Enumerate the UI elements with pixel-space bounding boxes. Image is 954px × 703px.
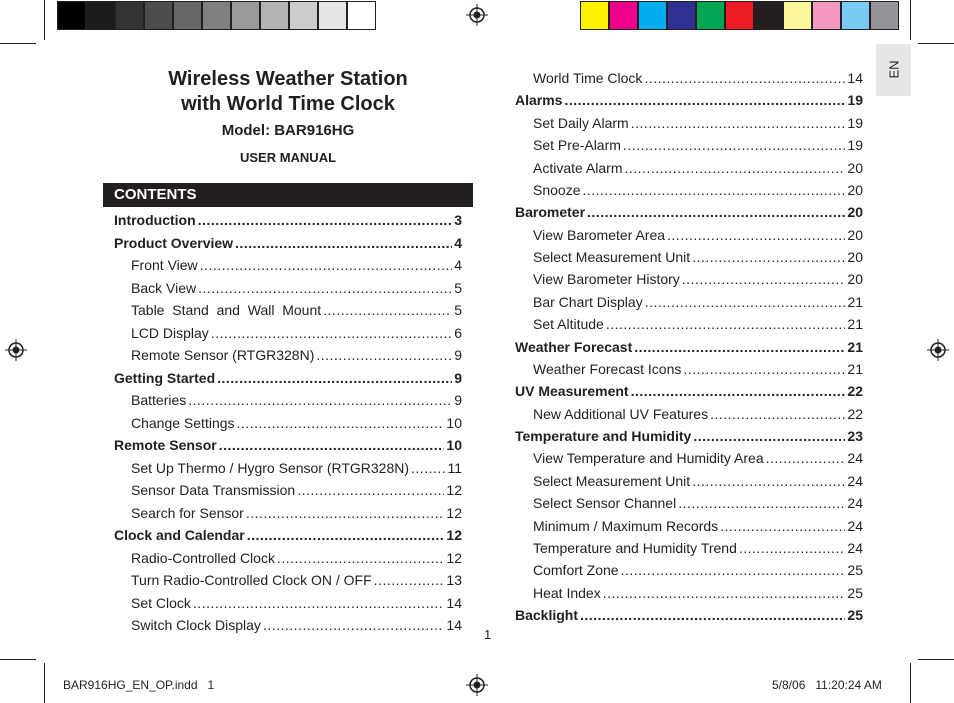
toc-entry-page: 11 [447,459,462,476]
toc-leader-dots [198,212,453,228]
toc-entry-title: UV Measurement [515,383,629,400]
toc-entry-title: Set Up Thermo / Hygro Sensor (RTGR328N) [131,459,410,476]
color-swatch [231,1,260,30]
toc-leader-dots [739,540,846,556]
toc-leader-dots [200,257,453,273]
toc-entry-title: Temperature and Humidity Trend [533,539,737,556]
toc-entry [515,607,863,623]
toc-leader-dots [692,473,845,489]
toc-entry-title: Select Sensor Channel [533,495,677,512]
toc-entry-title: Select Measurement Unit [533,249,691,266]
toc-entry [515,339,863,355]
toc-entry-page: 14 [446,617,462,633]
color-swatch [783,1,812,30]
toc-entry [131,572,462,588]
language-tab [876,44,911,96]
toc-leader-dots [582,182,845,198]
toc-leader-dots [297,482,444,498]
toc-leader-dots [564,92,845,108]
toc-leader-dots [217,370,452,386]
toc-entry [114,370,462,386]
toc-entry-page: 23 [847,428,863,445]
toc-entry [131,617,462,633]
toc-entry-page: 24 [847,517,863,534]
toc-entry [533,450,863,466]
color-swatch [115,1,144,30]
color-swatch [144,1,173,30]
contents-heading: CONTENTS [114,186,197,203]
toc-entry-title: Set Daily Alarm [533,114,629,131]
toc-entry [131,325,462,341]
toc-leader-dots [720,518,845,534]
toc-leader-dots [645,294,846,310]
toc-entry-page: 3 [454,212,462,228]
toc-entry-page: 6 [454,324,462,341]
manual-title-line1: Wireless Weather Station [168,68,408,90]
color-swatch [202,1,231,30]
toc-entry-title: Remote Sensor [114,437,217,453]
toc-entry-title: Back View [131,279,197,296]
registration-mark-icon [466,674,488,696]
toc-entry [533,406,863,422]
toc-entry-page: 9 [454,392,462,408]
toc-entry-title: Set Clock [131,594,191,611]
toc-leader-dots [411,460,445,476]
toc-entry-page: 5 [454,302,462,318]
toc-entry-page: 14 [847,70,863,86]
toc-entry [533,585,863,601]
crop-mark [910,0,911,40]
toc-entry-title: View Barometer History [533,271,680,288]
contents-header-bar [103,183,473,207]
toc-entry-page: 12 [446,482,462,498]
toc-entry-page: 20 [847,204,863,221]
language-tab-label: EN [886,60,902,79]
toc-leader-dots [623,137,846,153]
color-swatch [870,1,899,30]
crop-mark [918,43,954,44]
toc-leader-dots [692,249,845,265]
color-swatch [580,1,609,30]
toc-entry [515,204,863,220]
toc-leader-dots [693,428,845,444]
toc-leader-dots [374,572,445,588]
toc-entry-page: 25 [847,607,863,624]
crop-mark [0,659,36,660]
toc-entry-title: Barometer [515,204,586,221]
toc-entry [131,392,462,408]
toc-entry-title: Turn Radio-Controlled Clock ON / OFF [131,572,372,588]
toc-entry-title: Radio-Controlled Clock [131,549,275,566]
toc-entry-page: 20 [847,159,863,176]
crop-mark [918,659,954,660]
toc-entry [533,227,863,243]
toc-entry-title: Switch Clock Display [131,617,261,633]
toc-entry-page: 12 [446,549,462,566]
toc-entry [533,518,863,534]
toc-entry-title: World Time Clock [533,70,643,86]
toc-entry [533,361,863,377]
toc-entry [533,473,863,489]
toc-leader-dots [188,392,452,408]
toc-entry [515,383,863,399]
toc-entry-page: 19 [847,92,863,109]
toc-leader-dots [710,406,845,422]
color-swatch [667,1,696,30]
toc-leader-dots [667,227,845,243]
toc-entry [533,249,863,265]
toc-leader-dots [193,595,445,611]
toc-leader-dots [603,585,846,601]
toc-entry-page: 19 [847,137,863,154]
toc-entry-page: 5 [454,279,462,296]
toc-entry-title: Activate Alarm [533,159,623,176]
toc-entry [533,115,863,131]
color-swatch [754,1,783,30]
toc-entry-title: Front View [131,257,198,273]
toc-entry-title: Change Settings [131,414,235,431]
toc-entry [131,302,462,318]
toc-entry-page: 19 [847,114,863,131]
toc-entry-title: New Additional UV Features [533,405,709,422]
toc-leader-dots [316,347,452,363]
toc-leader-dots [621,562,846,578]
toc-entry-page: 22 [847,405,863,422]
toc-entry-title: Clock and Calendar [114,527,245,543]
color-swatch [609,1,638,30]
color-swatch [289,1,318,30]
toc-entry-title: Temperature and Humidity [515,428,692,445]
toc-entry-title: Remote Sensor (RTGR328N) [131,347,315,363]
toc-entry [533,540,863,556]
toc-leader-dots [683,361,845,377]
toc-entry-title: LCD Display [131,324,209,341]
toc-entry-page: 24 [847,472,863,489]
toc-leader-dots [219,437,445,453]
registration-mark-icon [466,4,488,26]
toc-entry-title: Alarms [515,92,563,109]
crop-mark [44,663,45,703]
toc-entry-title: Getting Started [114,369,216,386]
toc-entry [533,137,863,153]
toc-entry [131,460,462,476]
toc-entry-title: Sensor Data Transmission [131,482,296,498]
toc-entry-page: 12 [446,504,462,521]
toc-leader-dots [211,325,452,341]
toc-entry-title: Search for Sensor [131,504,244,521]
registration-mark-icon [927,339,949,361]
toc-entry [533,562,863,578]
toc-entry-page: 10 [446,414,462,431]
toc-entry-page: 24 [847,539,863,556]
toc-entry-page: 24 [847,495,863,512]
model-number: Model: BAR916HG [221,122,355,139]
toc-entry [131,482,462,498]
toc-entry-title: Introduction [114,212,196,228]
toc-entry [533,294,863,310]
color-swatch [841,1,870,30]
toc-leader-dots [246,505,445,521]
toc-entry-page: 10 [446,437,462,453]
page-number: 1 [484,627,492,642]
toc-entry-title: Set Pre-Alarm [533,137,621,154]
toc-leader-dots [644,70,845,86]
toc-entry-title: Weather Forecast Icons [533,360,682,377]
toc-entry-title: Weather Forecast [515,338,633,355]
footer-timestamp: 5/8/06 11:20:24 AM [772,678,882,692]
crop-mark [44,0,45,40]
toc-leader-dots [766,450,846,466]
toc-entry [533,316,863,332]
toc-leader-dots [587,204,845,220]
toc-leader-dots [631,115,846,131]
toc-entry-title: Snooze [533,181,581,198]
crop-mark [910,663,911,703]
toc-entry-page: 21 [847,316,863,333]
color-swatch [86,1,115,30]
footer-file-name: BAR916HG_EN_OP.indd 1 [63,678,215,692]
toc-leader-dots [235,235,452,251]
toc-entry-page: 25 [847,562,863,579]
toc-entry [533,495,863,511]
toc-leader-dots [323,302,452,318]
toc-entry [114,437,462,453]
toc-entry [131,280,462,296]
toc-entry [533,182,863,198]
toc-entry [533,271,863,287]
toc-entry-page: 13 [446,572,462,588]
toc-entry-page: 4 [454,257,462,273]
toc-entry [515,92,863,108]
toc-entry-title: Heat Index [533,584,601,601]
color-swatch [638,1,667,30]
toc-leader-dots [624,160,845,176]
toc-entry-title: Batteries [131,392,187,408]
toc-entry-page: 21 [847,338,863,355]
manual-title-line2: with World Time Clock [181,93,395,115]
toc-entry-title: Select Measurement Unit [533,472,691,489]
registration-mark-icon [5,339,27,361]
color-swatch [318,1,347,30]
toc-entry [131,505,462,521]
toc-entry [131,550,462,566]
toc-entry-title: Comfort Zone [533,562,619,579]
toc-entry-page: 21 [847,293,863,310]
toc-entry [114,212,462,228]
toc-entry-page: 9 [454,369,462,386]
toc-entry-title: Minimum / Maximum Records [533,517,719,534]
toc-leader-dots [682,271,846,287]
toc-leader-dots [631,383,846,399]
toc-leader-dots [198,280,452,296]
toc-entry-page: 20 [847,249,863,266]
toc-entry-page: 21 [847,360,863,377]
color-swatch [173,1,202,30]
toc-leader-dots [580,607,845,623]
crop-mark [0,43,36,44]
toc-leader-dots [263,617,444,633]
color-swatch [696,1,725,30]
toc-entry [533,160,863,176]
toc-entry [114,527,462,543]
toc-leader-dots [277,550,444,566]
toc-entry [114,235,462,251]
toc-entry [533,70,863,86]
color-swatch [347,1,376,30]
toc-entry [515,428,863,444]
color-swatch [57,1,86,30]
toc-entry [131,257,462,273]
toc-entry-title: View Barometer Area [533,226,666,243]
toc-entry-page: 20 [847,226,863,243]
color-swatch [812,1,841,30]
color-swatch [725,1,754,30]
toc-entry-page: 20 [847,181,863,198]
toc-entry [131,595,462,611]
toc-entry-title: Set Altitude [533,316,604,333]
toc-entry [131,415,462,431]
toc-entry-page: 12 [446,527,462,543]
color-swatch [260,1,289,30]
toc-entry-page: 9 [454,347,462,363]
toc-leader-dots [606,316,846,332]
toc-entry-page: 22 [847,383,863,400]
toc-leader-dots [678,495,845,511]
toc-entry-page: 20 [847,271,863,288]
toc-entry-title: Product Overview [114,234,234,251]
toc-entry-page: 24 [847,450,863,467]
toc-entry-page: 4 [454,234,462,251]
toc-leader-dots [247,527,445,543]
user-manual-label: USER MANUAL [239,150,337,165]
toc-entry-page: 14 [446,594,462,611]
toc-entry-title: Backlight [515,607,579,624]
toc-entry-title: Bar Chart Display [533,293,643,310]
toc-leader-dots [634,339,845,355]
toc-entry-page: 25 [847,584,863,601]
toc-entry-title: Table Stand and Wall Mount [131,302,322,318]
toc-entry [131,347,462,363]
toc-entry-title: View Temperature and Humidity Area [533,450,764,467]
toc-leader-dots [237,415,445,431]
